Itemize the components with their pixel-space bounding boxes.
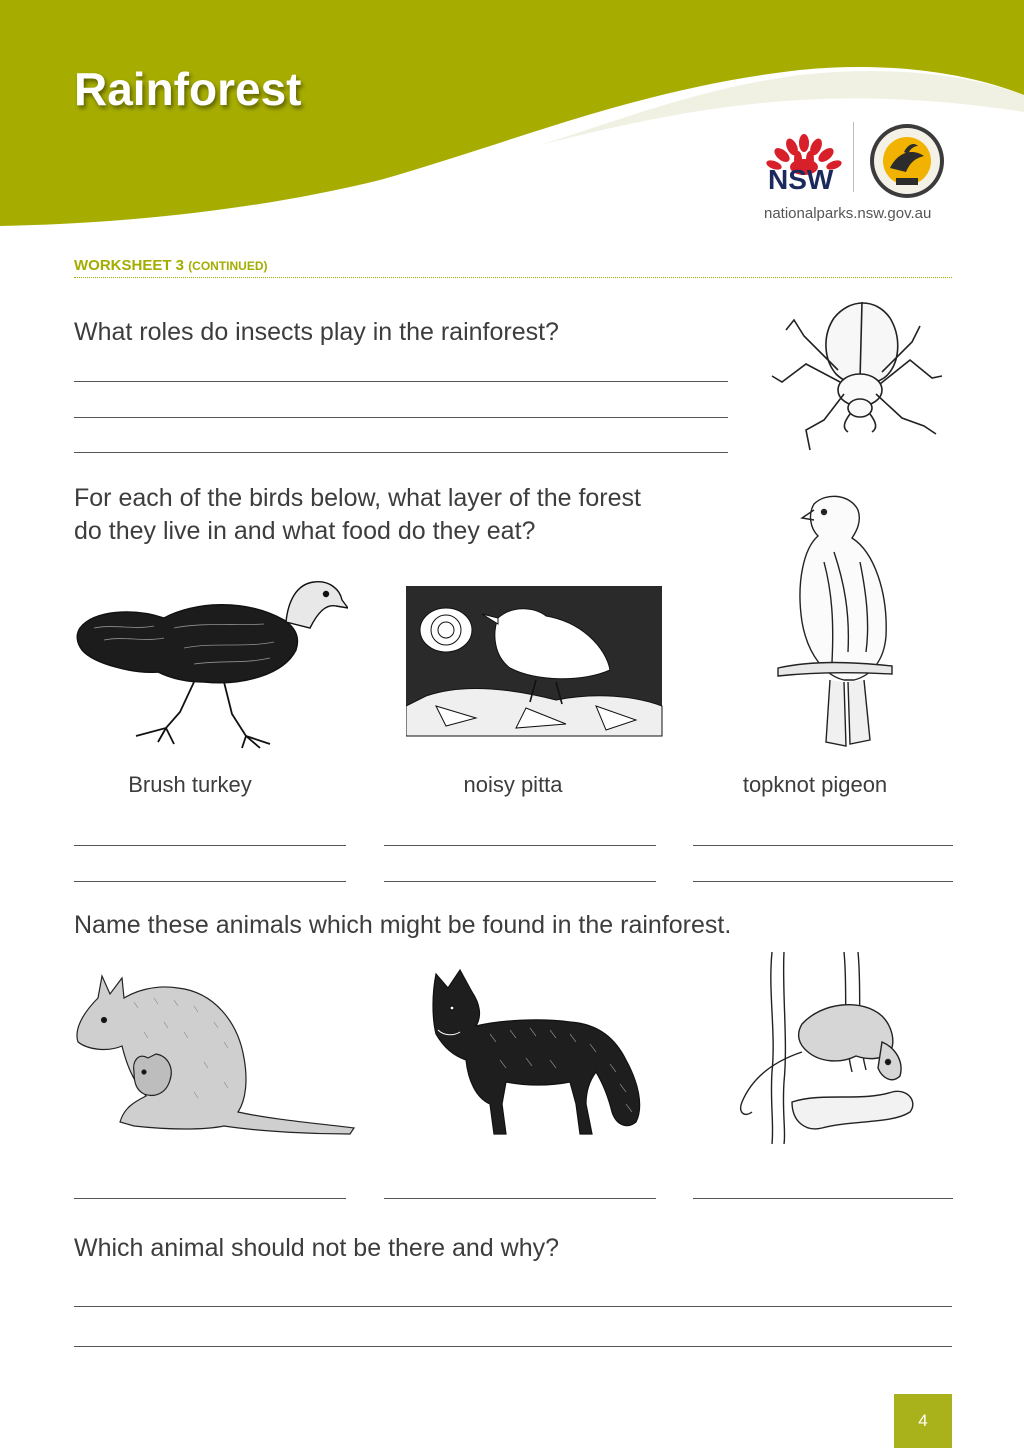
noisy-pitta-illustration [406, 586, 682, 744]
answer-line-brush-turkey-2[interactable] [74, 881, 346, 882]
topknot-pigeon-illustration [774, 492, 896, 750]
answer-line-noisy-pitta-1[interactable] [384, 845, 656, 846]
answer-line-animal-1[interactable] [74, 1198, 346, 1199]
answer-line-animal-2[interactable] [384, 1198, 656, 1199]
worksheet-label [74, 257, 268, 274]
npws-seal-icon [868, 122, 946, 200]
wallaby-with-joey-illustration [74, 962, 356, 1146]
brush-turkey-illustration [74, 578, 348, 750]
page-number: 4 [894, 1394, 952, 1448]
answer-line-topknot-pigeon-2[interactable] [693, 881, 953, 882]
answer-line-noisy-pitta-2[interactable] [384, 881, 656, 882]
worksheet-number: WORKSHEET 3 [74, 257, 185, 274]
question-name-animals: Name these animals which might be found in the rainforest. [74, 911, 732, 939]
nsw-logo-text: NSW [768, 164, 834, 195]
question-which-animal: Which animal should not be there and why? [74, 1234, 560, 1262]
worksheet-continued: (CONTINUED) [188, 259, 268, 273]
question-insects: What roles do insects play in the rainforest? [74, 318, 559, 346]
answer-line-brush-turkey-1[interactable] [74, 845, 346, 846]
answer-line-animal-3[interactable] [693, 1198, 953, 1199]
fox-illustration [430, 964, 648, 1142]
caption-brush-turkey: Brush turkey [128, 772, 252, 797]
answer-line-why-1[interactable] [74, 1306, 952, 1307]
answer-line-insects-2[interactable] [74, 417, 728, 418]
possum-on-vine-illustration [732, 952, 928, 1144]
caption-topknot-pigeon: topknot pigeon [742, 772, 888, 797]
section-divider [74, 277, 952, 278]
question-birds-line-2: do they live in and what food do they eat? [74, 517, 536, 545]
question-birds-line-1: For each of the birds below, what layer of the forest [74, 484, 641, 512]
answer-line-why-2[interactable] [74, 1346, 952, 1347]
beetle-illustration [764, 290, 948, 460]
answer-line-insects-3[interactable] [74, 452, 728, 453]
site-url: nationalparks.nsw.gov.au [764, 205, 932, 222]
page-title: Rainforest [74, 63, 302, 115]
answer-line-insects-1[interactable] [74, 381, 728, 382]
caption-noisy-pitta: noisy pitta [463, 772, 563, 797]
logo-group [760, 118, 950, 198]
answer-line-topknot-pigeon-1[interactable] [693, 845, 953, 846]
logo-divider [853, 122, 854, 192]
